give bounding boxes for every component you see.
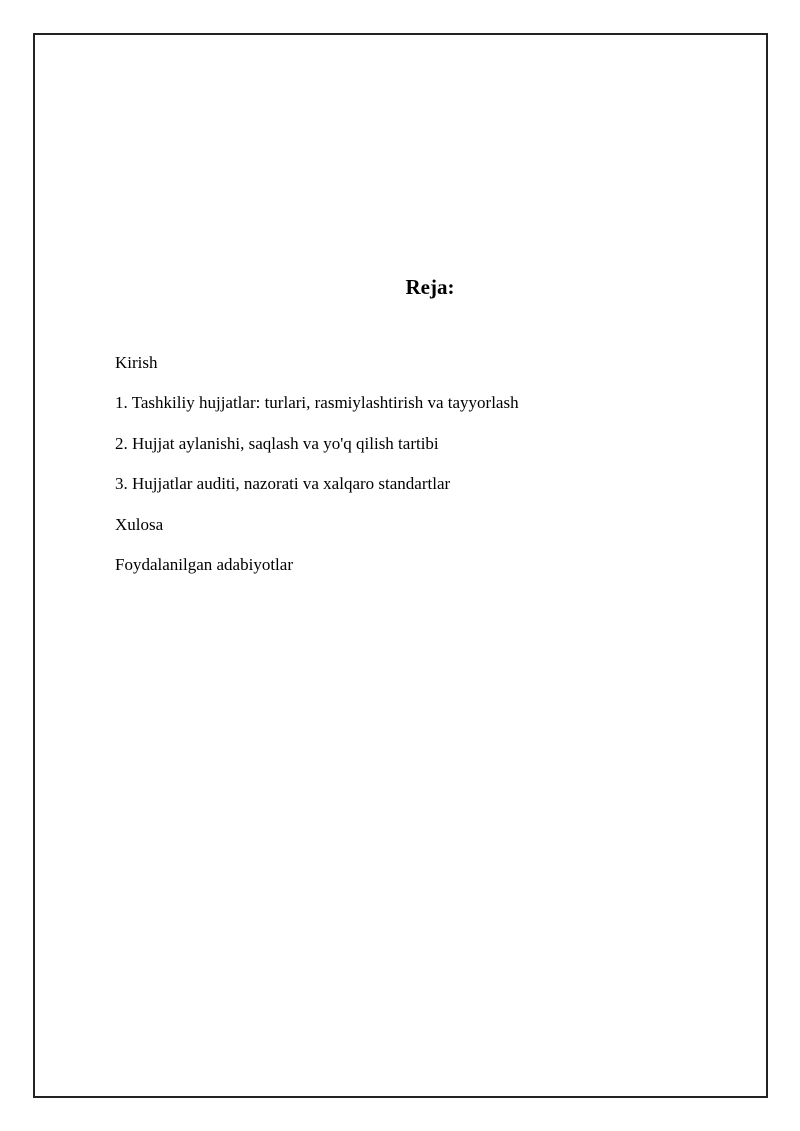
plan-item-section-1: 1. Tashkiliy hujjatlar: turlari, rasmiylashtirish va tayyorlash: [115, 393, 519, 413]
plan-item-conclusion: Xulosa: [115, 514, 164, 534]
plan-item-introduction: Kirish: [115, 353, 158, 372]
plan-item-section-3: 3. Hujjatlar auditi, nazorati va xalqaro standartlar: [115, 474, 451, 494]
plan-item-references: Foydalanilgan adabiyotlar: [115, 554, 293, 574]
page-title: Reja:: [405, 275, 455, 299]
plan-item-section-2: 2. Hujjat aylanishi, saqlash va yo'q qilish tartibi: [115, 433, 439, 453]
plan-list: [115, 350, 519, 592]
